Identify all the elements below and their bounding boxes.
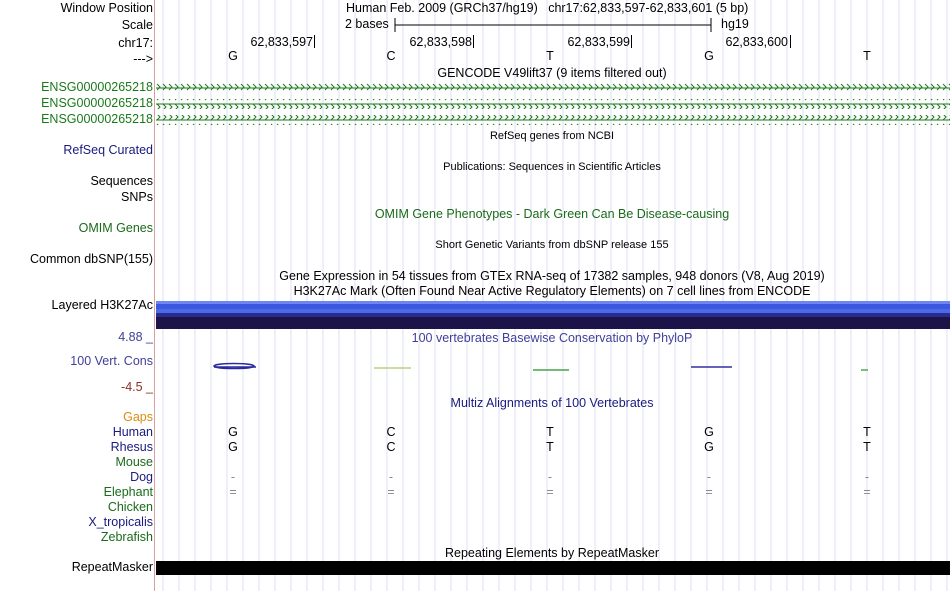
species-chicken-label[interactable]: Chicken — [107, 500, 153, 514]
dog-base: - — [864, 470, 870, 484]
window-position-label: Window Position — [60, 1, 153, 15]
base-1: G — [228, 49, 238, 63]
chrom-label: chr17: — [118, 36, 153, 50]
elephant-base: = — [705, 485, 713, 499]
base-3: T — [546, 49, 554, 63]
gencode-gene-features[interactable] — [156, 82, 950, 126]
species-dog-label[interactable]: Dog — [130, 470, 153, 484]
omim-genes-label[interactable]: OMIM Genes — [78, 221, 153, 235]
species-human-label[interactable]: Human — [112, 425, 153, 439]
ruler-tick — [473, 35, 474, 48]
ruler-position-4: 62,833,600 — [725, 35, 788, 49]
multiz-track-title[interactable]: Multiz Alignments of 100 Vertebrates — [450, 396, 654, 410]
elephant-base: = — [229, 485, 237, 499]
species-zebrafish-label[interactable]: Zebrafish — [100, 530, 153, 544]
scale-db: hg19 — [721, 17, 749, 31]
refseq-curated-label[interactable]: RefSeq Curated — [63, 143, 153, 157]
dog-base: - — [547, 470, 553, 484]
rhesus-base: G — [704, 440, 714, 454]
human-base: T — [863, 425, 871, 439]
gencode-item-label[interactable]: ENSG00000265218 — [41, 112, 153, 126]
base-2: C — [386, 49, 396, 63]
h3k27ac-label[interactable]: Layered H3K27Ac — [51, 298, 153, 312]
h3k27ac-signal[interactable] — [156, 301, 950, 329]
base-5: T — [863, 49, 871, 63]
cons-track-label[interactable]: 100 Vert. Cons — [70, 354, 153, 368]
scale-bar — [394, 17, 714, 33]
h3k27ac-track-title[interactable]: H3K27Ac Mark (Often Found Near Active Regulatory Elements) on 7 cell lines from ENCODE — [293, 284, 811, 298]
strand-label: ---> — [133, 52, 153, 66]
elephant-base: = — [863, 485, 871, 499]
species-elephant-label[interactable]: Elephant — [103, 485, 153, 499]
dog-base: - — [388, 470, 394, 484]
scale-value: 2 bases — [345, 17, 389, 31]
rhesus-base: C — [386, 440, 396, 454]
gencode-item-label[interactable]: ENSG00000265218 — [41, 80, 153, 94]
human-base: G — [228, 425, 238, 439]
cons-max-label: 4.88 _ — [118, 330, 153, 344]
snps-label[interactable]: SNPs — [121, 190, 153, 204]
ruler-tick — [314, 35, 315, 48]
rhesus-base: T — [863, 440, 871, 454]
window-position-value: Human Feb. 2009 (GRCh37/hg19) chr17:62,833,597-62,833,601 (5 bp) — [346, 1, 749, 15]
repeatmasker-element[interactable] — [156, 561, 950, 575]
elephant-base: = — [546, 485, 554, 499]
base-4: G — [704, 49, 714, 63]
gaps-label[interactable]: Gaps — [123, 410, 153, 424]
elephant-base: = — [387, 485, 395, 499]
gtex-track-title[interactable]: Gene Expression in 54 tissues from GTEx RNA-seq of 17382 samples, 948 donors (V8, Aug 2019) — [279, 269, 825, 283]
ruler-position-3: 62,833,599 — [567, 35, 630, 49]
species-mouse-label[interactable]: Mouse — [115, 455, 153, 469]
ruler-position-2: 62,833,598 — [409, 35, 472, 49]
human-base: G — [704, 425, 714, 439]
species-xtropicalis-label[interactable]: X_tropicalis — [88, 515, 153, 529]
ruler-tick — [631, 35, 632, 48]
repeatmasker-track-title[interactable]: Repeating Elements by RepeatMasker — [444, 546, 660, 560]
omim-track-title[interactable]: OMIM Gene Phenotypes - Dark Green Can Be Disease-causing — [374, 207, 730, 221]
ruler-tick — [790, 35, 791, 48]
cons-track-title[interactable]: 100 vertebrates Basewise Conservation by PhyloP — [411, 331, 693, 345]
refseq-track-title[interactable]: RefSeq genes from NCBI — [489, 130, 615, 142]
ruler-position-1: 62,833,597 — [250, 35, 313, 49]
human-base: C — [386, 425, 396, 439]
dog-base: - — [706, 470, 712, 484]
cons-min-label: -4.5 _ — [121, 380, 153, 394]
rhesus-base: G — [228, 440, 238, 454]
rhesus-base: T — [546, 440, 554, 454]
dbsnp-label[interactable]: Common dbSNP(155) — [30, 252, 153, 266]
sequences-label[interactable]: Sequences — [90, 174, 153, 188]
label-separator — [154, 0, 155, 591]
cons-wiggle[interactable] — [156, 358, 950, 378]
gencode-item-label[interactable]: ENSG00000265218 — [41, 96, 153, 110]
dog-base: - — [230, 470, 236, 484]
gencode-track-title[interactable]: GENCODE V49lift37 (9 items filtered out) — [437, 66, 667, 80]
species-rhesus-label[interactable]: Rhesus — [110, 440, 153, 454]
publications-track-title[interactable]: Publications: Sequences in Scientific Articles — [443, 161, 661, 173]
repeatmasker-label[interactable]: RepeatMasker — [71, 560, 153, 574]
scale-label: Scale — [121, 18, 153, 32]
human-base: T — [546, 425, 554, 439]
dbsnp-track-title[interactable]: Short Genetic Variants from dbSNP release 155 — [435, 239, 669, 251]
